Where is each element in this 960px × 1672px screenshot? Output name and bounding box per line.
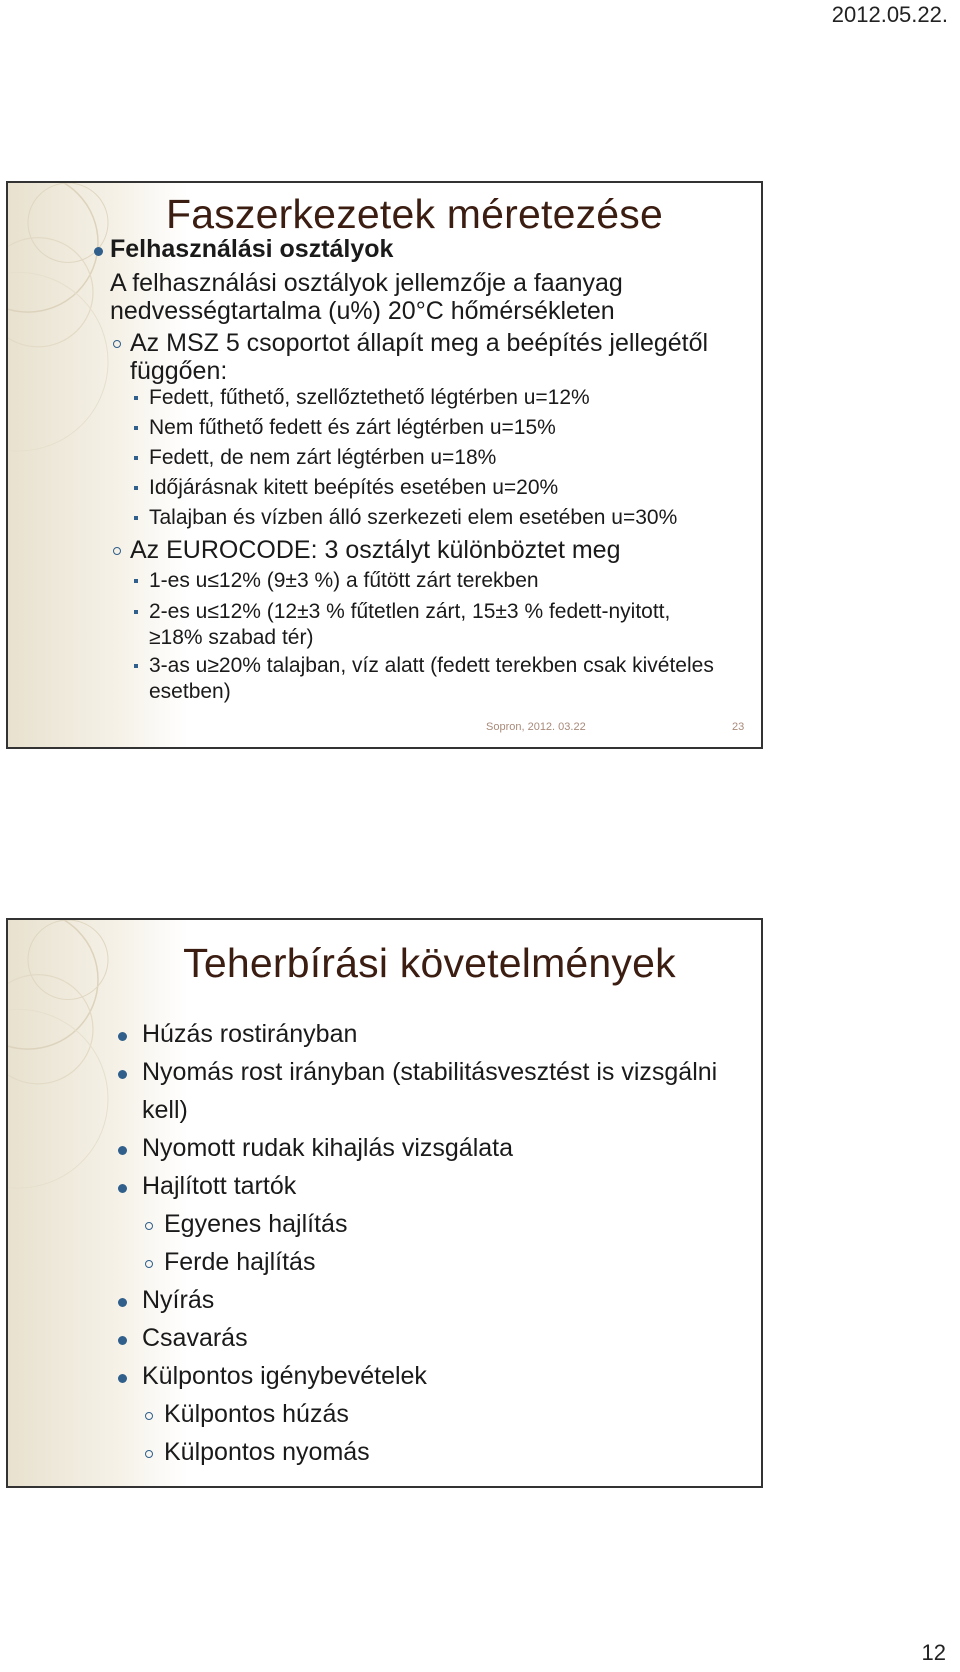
slide-2: [6, 918, 763, 1488]
bullet-square-icon: [134, 610, 138, 614]
page-date: 2012.05.22.: [831, 2, 948, 27]
slide-footer-date: Sopron, 2012. 03.22: [486, 721, 586, 733]
slide-title: Faszerkezetek méretezése: [165, 191, 663, 237]
bullet-dot-icon: [118, 1374, 127, 1383]
bullet-square-icon: [134, 516, 138, 520]
slide-number: 23: [732, 721, 745, 733]
list-item: Nyomott rudak kihajlás vizsgálata: [142, 1134, 513, 1162]
list-item: Külpontos igénybevételek: [142, 1362, 427, 1390]
list-item: Fedett, fűthető, szellőztethető légtérben u=12%: [149, 386, 590, 409]
msz-text: Az MSZ 5 csoportot állapít meg a beépítés jellegétől: [130, 329, 709, 357]
section-heading: Felhasználási osztályok: [110, 235, 394, 263]
list-item: Külpontos húzás: [164, 1400, 349, 1428]
list-item: Ferde hajlítás: [164, 1248, 316, 1276]
bullet-dot-icon: [94, 247, 103, 256]
msz-text: függően:: [130, 357, 228, 385]
list-item-continuation: ≥18% szabad tér): [149, 626, 314, 649]
list-item: Egyenes hajlítás: [164, 1210, 348, 1238]
list-item: Húzás rostirányban: [142, 1020, 358, 1048]
list-item: Csavarás: [142, 1324, 248, 1352]
slide-title: Teherbírási követelmények: [183, 940, 676, 986]
bullet-dot-icon: [118, 1032, 127, 1041]
intro-text: A felhasználási osztályok jellemzője a faanyag: [110, 269, 623, 297]
list-item: 3-as u≥20% talajban, víz alatt (fedett terekben csak kivételes: [149, 654, 714, 677]
list-item: 1-es u≤12% (9±3 %) a fűtött zárt terekben: [149, 569, 539, 592]
bullet-dot-icon: [118, 1184, 127, 1193]
bullet-square-icon: [134, 664, 138, 668]
bullet-square-icon: [134, 426, 138, 430]
list-item: Külpontos nyomás: [164, 1438, 370, 1466]
bullet-square-icon: [134, 456, 138, 460]
list-item-continuation: esetben): [149, 680, 231, 703]
list-item: Nem fűthető fedett és zárt légtérben u=15%: [149, 416, 556, 439]
bullet-dot-icon: [118, 1336, 127, 1345]
bullet-ring-icon: [145, 1450, 153, 1458]
bullet-dot-icon: [118, 1298, 127, 1307]
list-item: Hajlított tartók: [142, 1172, 297, 1200]
list-item: Fedett, de nem zárt légtérben u=18%: [149, 446, 497, 469]
bullet-square-icon: [134, 579, 138, 583]
intro-text: nedvességtartalma (u%) 20°C hőmérsékleten: [110, 297, 615, 325]
bullet-dot-icon: [118, 1070, 127, 1079]
list-item-continuation: kell): [142, 1096, 188, 1124]
bullet-square-icon: [134, 396, 138, 400]
bullet-dot-icon: [118, 1146, 127, 1155]
bullet-ring-icon: [113, 340, 121, 348]
list-item: 2-es u≤12% (12±3 % fűtetlen zárt, 15±3 % fedett-nyitott,: [149, 600, 671, 623]
bullet-ring-icon: [145, 1260, 153, 1268]
bullet-square-icon: [134, 486, 138, 490]
bullet-ring-icon: [145, 1222, 153, 1230]
bullet-ring-icon: [113, 547, 121, 555]
eurocode-text: Az EUROCODE: 3 osztályt különböztet meg: [130, 536, 621, 564]
page-number: 12: [921, 1640, 946, 1665]
list-item: Nyírás: [142, 1286, 215, 1314]
list-item: Időjárásnak kitett beépítés esetében u=20%: [149, 476, 559, 499]
bullet-ring-icon: [145, 1412, 153, 1420]
list-item: Talajban és vízben álló szerkezeti elem esetében u=30%: [149, 506, 678, 529]
slide-1: [6, 181, 763, 749]
list-item: Nyomás rost irányban (stabilitásvesztést is vizsgálni: [142, 1058, 718, 1086]
